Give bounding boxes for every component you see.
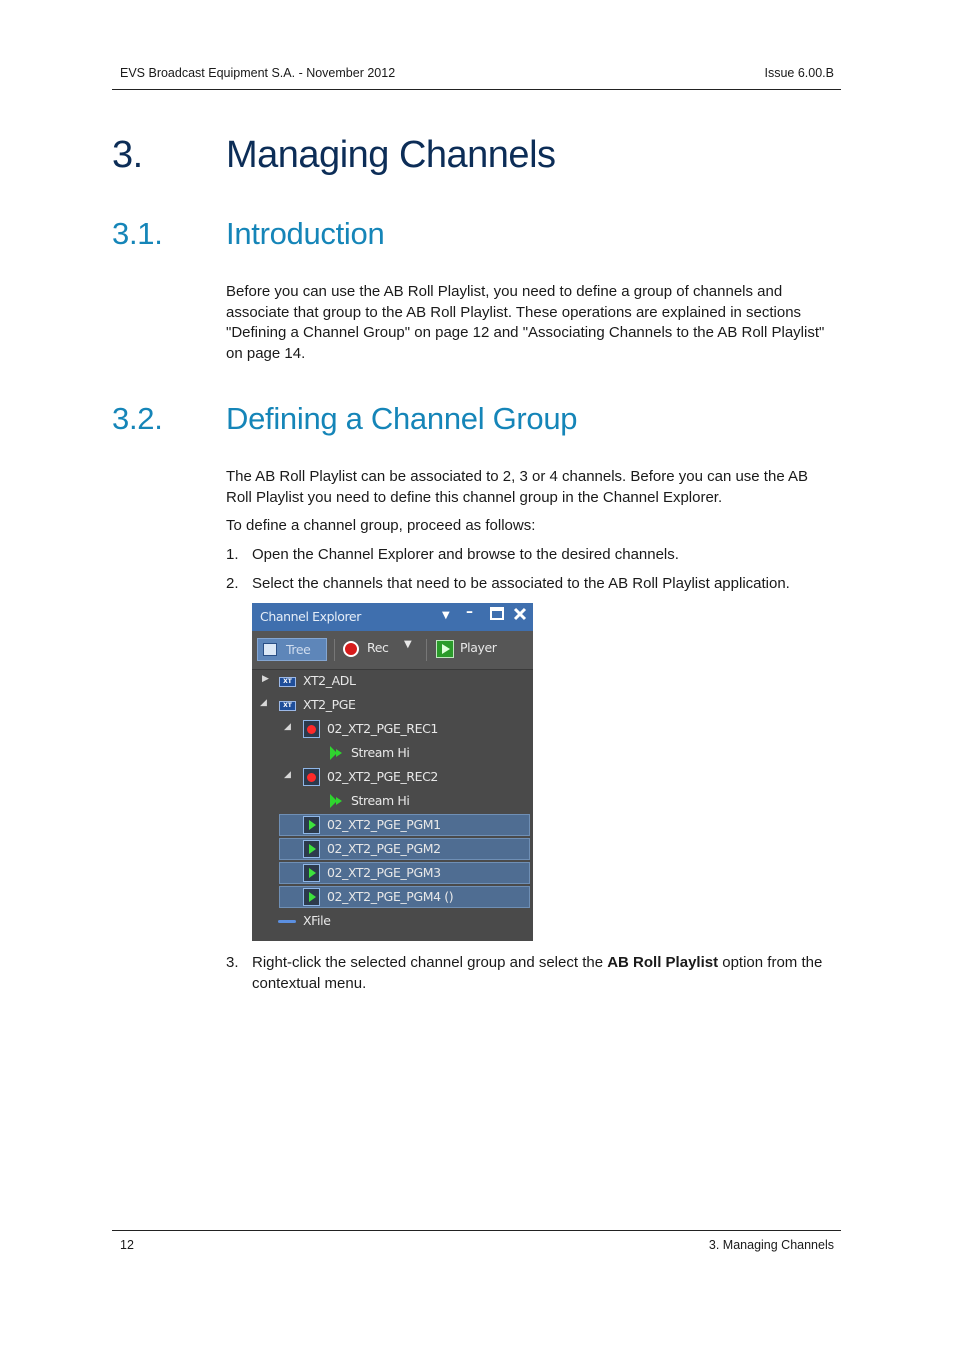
step-text-part: option from the contextual menu.: [252, 954, 823, 992]
tree-item-label: Stream Hi: [351, 745, 410, 760]
section-title: Defining a Channel Group: [226, 401, 578, 436]
play-channel-icon: [303, 888, 320, 906]
xt-server-icon: XT: [279, 701, 296, 711]
tree-view-button[interactable]: [257, 638, 327, 661]
page-number: 12: [120, 1238, 134, 1252]
player-icon[interactable]: [436, 640, 454, 658]
chapter-title: Managing Channels: [226, 134, 556, 176]
tree-item-label: 02_XT2_PGE_PGM3: [327, 865, 441, 880]
intro-paragraph: Before you can use the AB Roll Playlist, you need to define a group of channels and associate that group to the AB Roll Playlist. These operations are explained in sections "Defining a Channel Group" on page 12 and "Associating Channels to the AB Roll Playlist" on page 14.: [226, 283, 825, 362]
page-header-left: EVS Broadcast Equipment S.A. - November 2012: [120, 66, 396, 80]
step-text: Open the Channel Explorer and browse to the desired channels.: [252, 546, 679, 563]
toolbar-separator: [426, 639, 427, 661]
play-channel-icon: [303, 816, 320, 834]
stream-icon: [328, 745, 344, 761]
expand-arrow-icon[interactable]: ▶: [262, 674, 269, 684]
section-heading-introduction: [112, 216, 384, 252]
toolbar-separator: [334, 639, 335, 661]
collapse-arrow-icon[interactable]: ◢: [260, 698, 267, 708]
tree-item[interactable]: [252, 909, 533, 933]
tree-item-label: XFile: [303, 913, 331, 928]
xt-server-icon: XT: [279, 677, 296, 687]
minimize-icon[interactable]: –: [466, 604, 473, 620]
channel-explorer-title: Channel Explorer: [260, 609, 361, 624]
tree-item[interactable]: [252, 765, 533, 789]
record-channel-icon: [303, 720, 320, 738]
tree-label: Tree: [286, 642, 311, 657]
footer-divider: [112, 1230, 841, 1231]
tree-item[interactable]: [252, 741, 533, 765]
tree-item-label: 02_XT2_PGE_REC2: [327, 769, 438, 784]
record-icon[interactable]: [343, 641, 359, 657]
section-number: 3.2.: [112, 401, 163, 436]
tree-item-selected[interactable]: [252, 813, 533, 837]
tree-icon: [263, 643, 277, 656]
play-channel-icon: [303, 864, 320, 882]
step-number: 1.: [226, 546, 239, 563]
rec-button[interactable]: Rec: [367, 640, 389, 655]
footer-chapter: 3. Managing Channels: [708, 1238, 834, 1252]
section-number: 3.1.: [112, 216, 163, 251]
tree-item-label: Stream Hi: [351, 793, 410, 808]
collapse-arrow-icon[interactable]: ◢: [284, 722, 291, 732]
record-channel-icon: [303, 768, 320, 786]
panel-menu-icon[interactable]: ▼: [442, 610, 450, 621]
play-channel-icon: [303, 840, 320, 858]
tree-item-label: 02_XT2_PGE_REC1: [327, 721, 438, 736]
player-button[interactable]: Player: [460, 640, 497, 655]
close-icon[interactable]: [513, 607, 527, 625]
procedure-intro: To define a channel group, proceed as follows:: [226, 517, 536, 534]
tree-item-label: 02_XT2_PGE_PGM2: [327, 841, 441, 856]
tree-item-selected[interactable]: [252, 861, 533, 885]
tree-item-label: 02_XT2_PGE_PGM1: [327, 817, 441, 832]
step-number: 3.: [226, 954, 239, 971]
step-text-part: Right-click the selected channel group and select the: [252, 954, 608, 971]
section-title: Introduction: [226, 216, 385, 251]
tree-item[interactable]: [252, 669, 533, 693]
tree-item-selected[interactable]: [252, 885, 533, 909]
tree-item[interactable]: [252, 717, 533, 741]
step-number: 2.: [226, 575, 239, 592]
xfile-icon: [278, 920, 296, 923]
tree-item-label: XT2_ADL: [303, 673, 356, 688]
maximize-icon[interactable]: [490, 607, 504, 624]
chapter-number: 3.: [112, 134, 143, 176]
tree-item-label: 02_XT2_PGE_PGM4 (): [327, 889, 454, 904]
channel-group-paragraph: The AB Roll Playlist can be associated to 2, 3 or 4 channels. Before you can use the AB Roll Playlist you need to define this channel group in the Channel Explorer.: [226, 468, 809, 506]
section-heading-defining-channel-group: [112, 401, 577, 437]
tree-item-label: XT2_PGE: [303, 697, 356, 712]
tree-item-selected[interactable]: [252, 837, 533, 861]
step-text: Select the channels that need to be associated to the AB Roll Playlist application.: [252, 575, 790, 592]
step-text-bold: AB Roll Playlist: [607, 954, 719, 971]
channel-explorer-panel: [252, 603, 533, 941]
chapter-heading: [112, 134, 556, 177]
page-header-right: Issue 6.00.B: [764, 66, 834, 80]
header-divider: [112, 89, 841, 90]
stream-icon: [328, 793, 344, 809]
step-text: [252, 953, 842, 994]
channel-explorer-titlebar: [252, 603, 533, 631]
tree-item[interactable]: [252, 789, 533, 813]
collapse-arrow-icon[interactable]: ◢: [284, 770, 291, 780]
tree-item[interactable]: [252, 693, 533, 717]
chevron-down-icon[interactable]: ▼: [404, 639, 412, 650]
